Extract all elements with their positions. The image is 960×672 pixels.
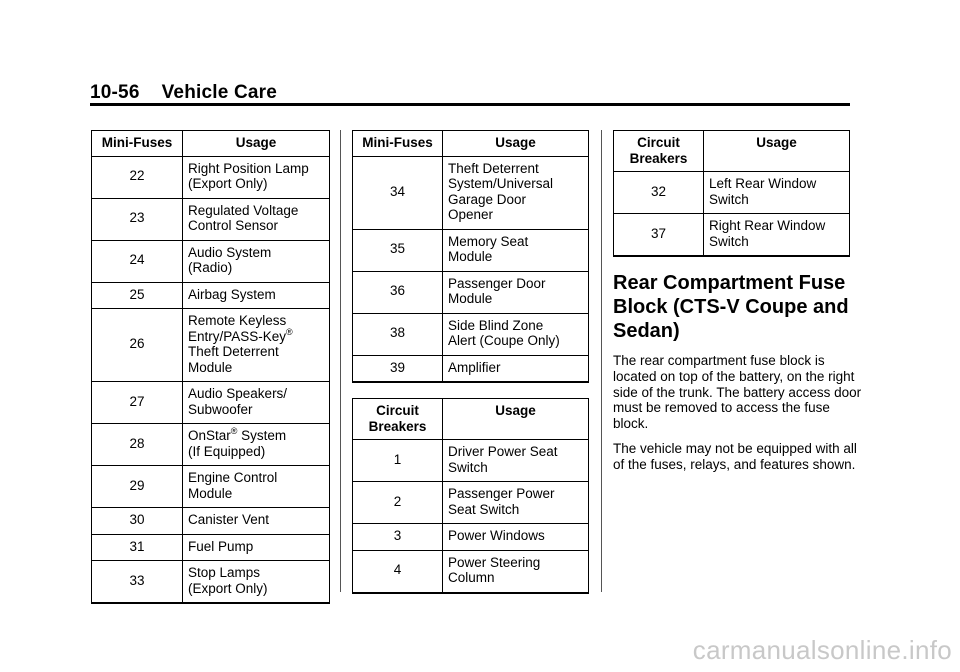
fuse-number: 34 [353, 156, 443, 229]
fuse-number: 27 [92, 382, 183, 424]
column-header-number: Mini-Fuses [353, 131, 443, 157]
fuse-usage: Regulated Voltage Control Sensor [183, 198, 330, 240]
header-rule [90, 103, 850, 106]
fuse-number: 36 [353, 271, 443, 313]
section-title: Rear Compartment Fuse Block (CTS-V Coupe and Sedan) [613, 272, 849, 342]
table-row [92, 466, 330, 508]
fuse-number: 23 [92, 198, 183, 240]
fuse-number: 39 [353, 355, 443, 382]
table-row [92, 309, 330, 382]
fuse-number: 32 [614, 172, 704, 214]
table-header-row [614, 131, 850, 172]
page-header [90, 82, 277, 104]
column-middle [352, 130, 589, 594]
table-row [92, 382, 330, 424]
paragraph: The rear compartment fuse block is located on top of the battery, on the right side of the trunk. The battery access door must be removed to access the fuse block. [613, 353, 862, 432]
page-number: 10-56 [90, 82, 140, 103]
fuse-usage: Left Rear Window Switch [704, 172, 850, 214]
circuit-breakers-table-1 [352, 398, 589, 594]
table-header-row [353, 399, 589, 440]
fuse-usage: Stop Lamps (Export Only) [183, 561, 330, 604]
fuse-usage: Right Rear Window Switch [704, 214, 850, 257]
column-header-number: Mini-Fuses [92, 131, 183, 157]
table-row [353, 229, 589, 271]
fuse-number: 29 [92, 466, 183, 508]
paragraph: The vehicle may not be equipped with all of the fuses, relays, and features shown. [613, 440, 857, 472]
section-name: Vehicle Care [161, 82, 278, 103]
fuse-number: 30 [92, 508, 183, 535]
watermark: carmanualsonline.info [692, 635, 952, 665]
fuse-usage: Driver Power Seat Switch [443, 440, 589, 482]
fuse-number: 3 [353, 524, 443, 551]
column-divider [340, 130, 341, 592]
table-row [92, 508, 330, 535]
column-header-number: Circuit Breakers [353, 399, 443, 440]
column-header-usage: Usage [443, 131, 589, 157]
fuse-number: 22 [92, 156, 183, 198]
fuse-usage: Memory Seat Module [443, 229, 589, 271]
mini-fuses-table-2 [352, 130, 589, 383]
fuse-number: 31 [92, 534, 183, 561]
fuse-usage: Passenger Door Module [443, 271, 589, 313]
table-row [353, 524, 589, 551]
column-left [91, 130, 330, 604]
fuse-number: 37 [614, 214, 704, 257]
fuse-usage: Power Windows [443, 524, 589, 551]
fuse-usage: Passenger Power Seat Switch [443, 482, 589, 524]
table-row [353, 271, 589, 313]
fuse-usage: Remote Keyless Entry/PASS-Key® Theft Deterrent Module [183, 309, 330, 382]
column-header-usage: Usage [704, 131, 850, 172]
fuse-usage: Power Steering Column [443, 550, 589, 593]
fuse-usage: Canister Vent [183, 508, 330, 535]
fuse-number: 35 [353, 229, 443, 271]
fuse-usage: Right Position Lamp (Export Only) [183, 156, 330, 198]
table-row [92, 240, 330, 282]
fuse-usage: Theft Deterrent System/Universal Garage Door Opener [443, 156, 589, 229]
table-row [92, 282, 330, 309]
mini-fuses-table-1 [91, 130, 330, 604]
column-right [613, 130, 863, 482]
fuse-number: 38 [353, 313, 443, 355]
fuse-usage: Amplifier [443, 355, 589, 382]
fuse-usage: Side Blind Zone Alert (Coupe Only) [443, 313, 589, 355]
table-row [353, 156, 589, 229]
fuse-usage: Audio System (Radio) [183, 240, 330, 282]
table-header-row [353, 131, 589, 157]
fuse-number: 25 [92, 282, 183, 309]
circuit-breakers-table-2 [613, 130, 850, 257]
fuse-usage: Engine Control Module [183, 466, 330, 508]
table-row [353, 355, 589, 382]
fuse-number: 4 [353, 550, 443, 593]
fuse-usage: Fuel Pump [183, 534, 330, 561]
fuse-number: 26 [92, 309, 183, 382]
fuse-usage: OnStar® System (If Equipped) [183, 424, 330, 466]
fuse-usage: Airbag System [183, 282, 330, 309]
column-header-usage: Usage [443, 399, 589, 440]
table-row [353, 482, 589, 524]
column-header-number: Circuit Breakers [614, 131, 704, 172]
fuse-number: 28 [92, 424, 183, 466]
table-row [353, 440, 589, 482]
table-row [92, 424, 330, 466]
table-row [614, 214, 850, 257]
fuse-number: 1 [353, 440, 443, 482]
fuse-number: 33 [92, 561, 183, 604]
table-row [92, 156, 330, 198]
fuse-number: 24 [92, 240, 183, 282]
table-row [353, 550, 589, 593]
table-row [92, 198, 330, 240]
table-row [92, 561, 330, 604]
table-row [92, 534, 330, 561]
table-header-row [92, 131, 330, 157]
column-divider [601, 130, 602, 592]
fuse-number: 2 [353, 482, 443, 524]
table-row [614, 172, 850, 214]
fuse-usage: Audio Speakers/ Subwoofer [183, 382, 330, 424]
table-row [353, 313, 589, 355]
column-header-usage: Usage [183, 131, 330, 157]
